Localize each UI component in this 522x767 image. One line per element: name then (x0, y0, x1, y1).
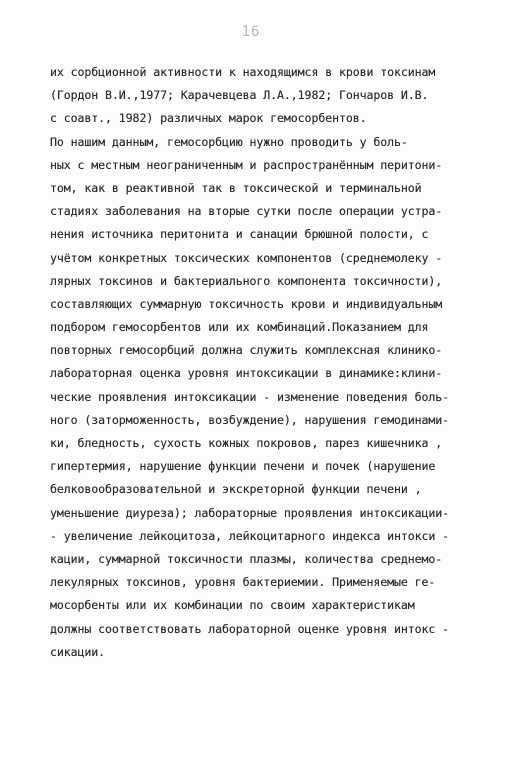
text-line: гипертермия, нарушение функции печени и почек (нарушение (50, 459, 436, 474)
text-line: - увеличение лейкоцитоза, лейкоцитарного индекса интокси - (50, 528, 450, 543)
text-line: подбором гемосорбентов или их комбинаций.Показанием для (50, 320, 429, 335)
text-line: кации, суммарной токсичности плазмы, количества среднемо- (50, 551, 443, 566)
text-line: По нашим данным, гемосорбцию нужно проводить у боль- (50, 134, 408, 149)
text-line: уменьшение диуреза); лабораторные проявления интоксикации- (50, 505, 450, 520)
body-text (50, 61, 480, 664)
text-line: нения источника перитонита и санации брюшной полости, с (50, 227, 429, 242)
text-line: том, как в реактивной так в токсической и терминальной (50, 180, 422, 195)
text-line: лабораторная оценка уровня интоксикации в динамике:клини- (50, 366, 443, 381)
text-line: ного (заторможенность, возбуждение), нарушения гемодинами- (50, 412, 450, 427)
text-line: должны соответствовать лабораторной оценке уровня интокс - (50, 621, 450, 636)
text-line: стадиях заболевания на вторые сутки после операции устра- (50, 204, 443, 219)
text-line: ки, бледность, сухость кожных покровов, парез кишечника , (50, 436, 443, 450)
page-number: 16 (241, 24, 261, 40)
text-line: ческие проявления интоксикации - изменение поведения боль- (50, 389, 450, 404)
text-line: сикации. (50, 644, 106, 659)
text-line: лярных токсинов и бактериального компонента токсичности), (50, 273, 443, 288)
text-line: ных с местным неограниченным и распространённым перитони- (50, 157, 443, 172)
text-line: лекулярных токсинов, уровня бактериемии. Применяемые ге- (50, 575, 436, 590)
text-line: (Гордон В.И.,1977; Карачевцева Л.А.,1982; Гончаров И.В. (50, 88, 429, 103)
text-line: их сорбционной активности к находящимся в крови токсинам (50, 65, 436, 79)
text-line: учётом конкретных токсических компонентов (среднемолеку - (50, 250, 443, 265)
text-line: мосорбенты или их комбинации по своим характеристикам (50, 598, 415, 613)
text-line: повторных гемосорбций должна служить комплексная клинико- (50, 343, 443, 358)
text-line: составляющих суммарную токсичность крови и индивидуальным (50, 296, 443, 311)
text-line: с соавт., 1982) различных марок гемосорбентов. (50, 111, 367, 126)
text-line: белковообразовательной и экскреторной функции печени , (50, 482, 422, 497)
